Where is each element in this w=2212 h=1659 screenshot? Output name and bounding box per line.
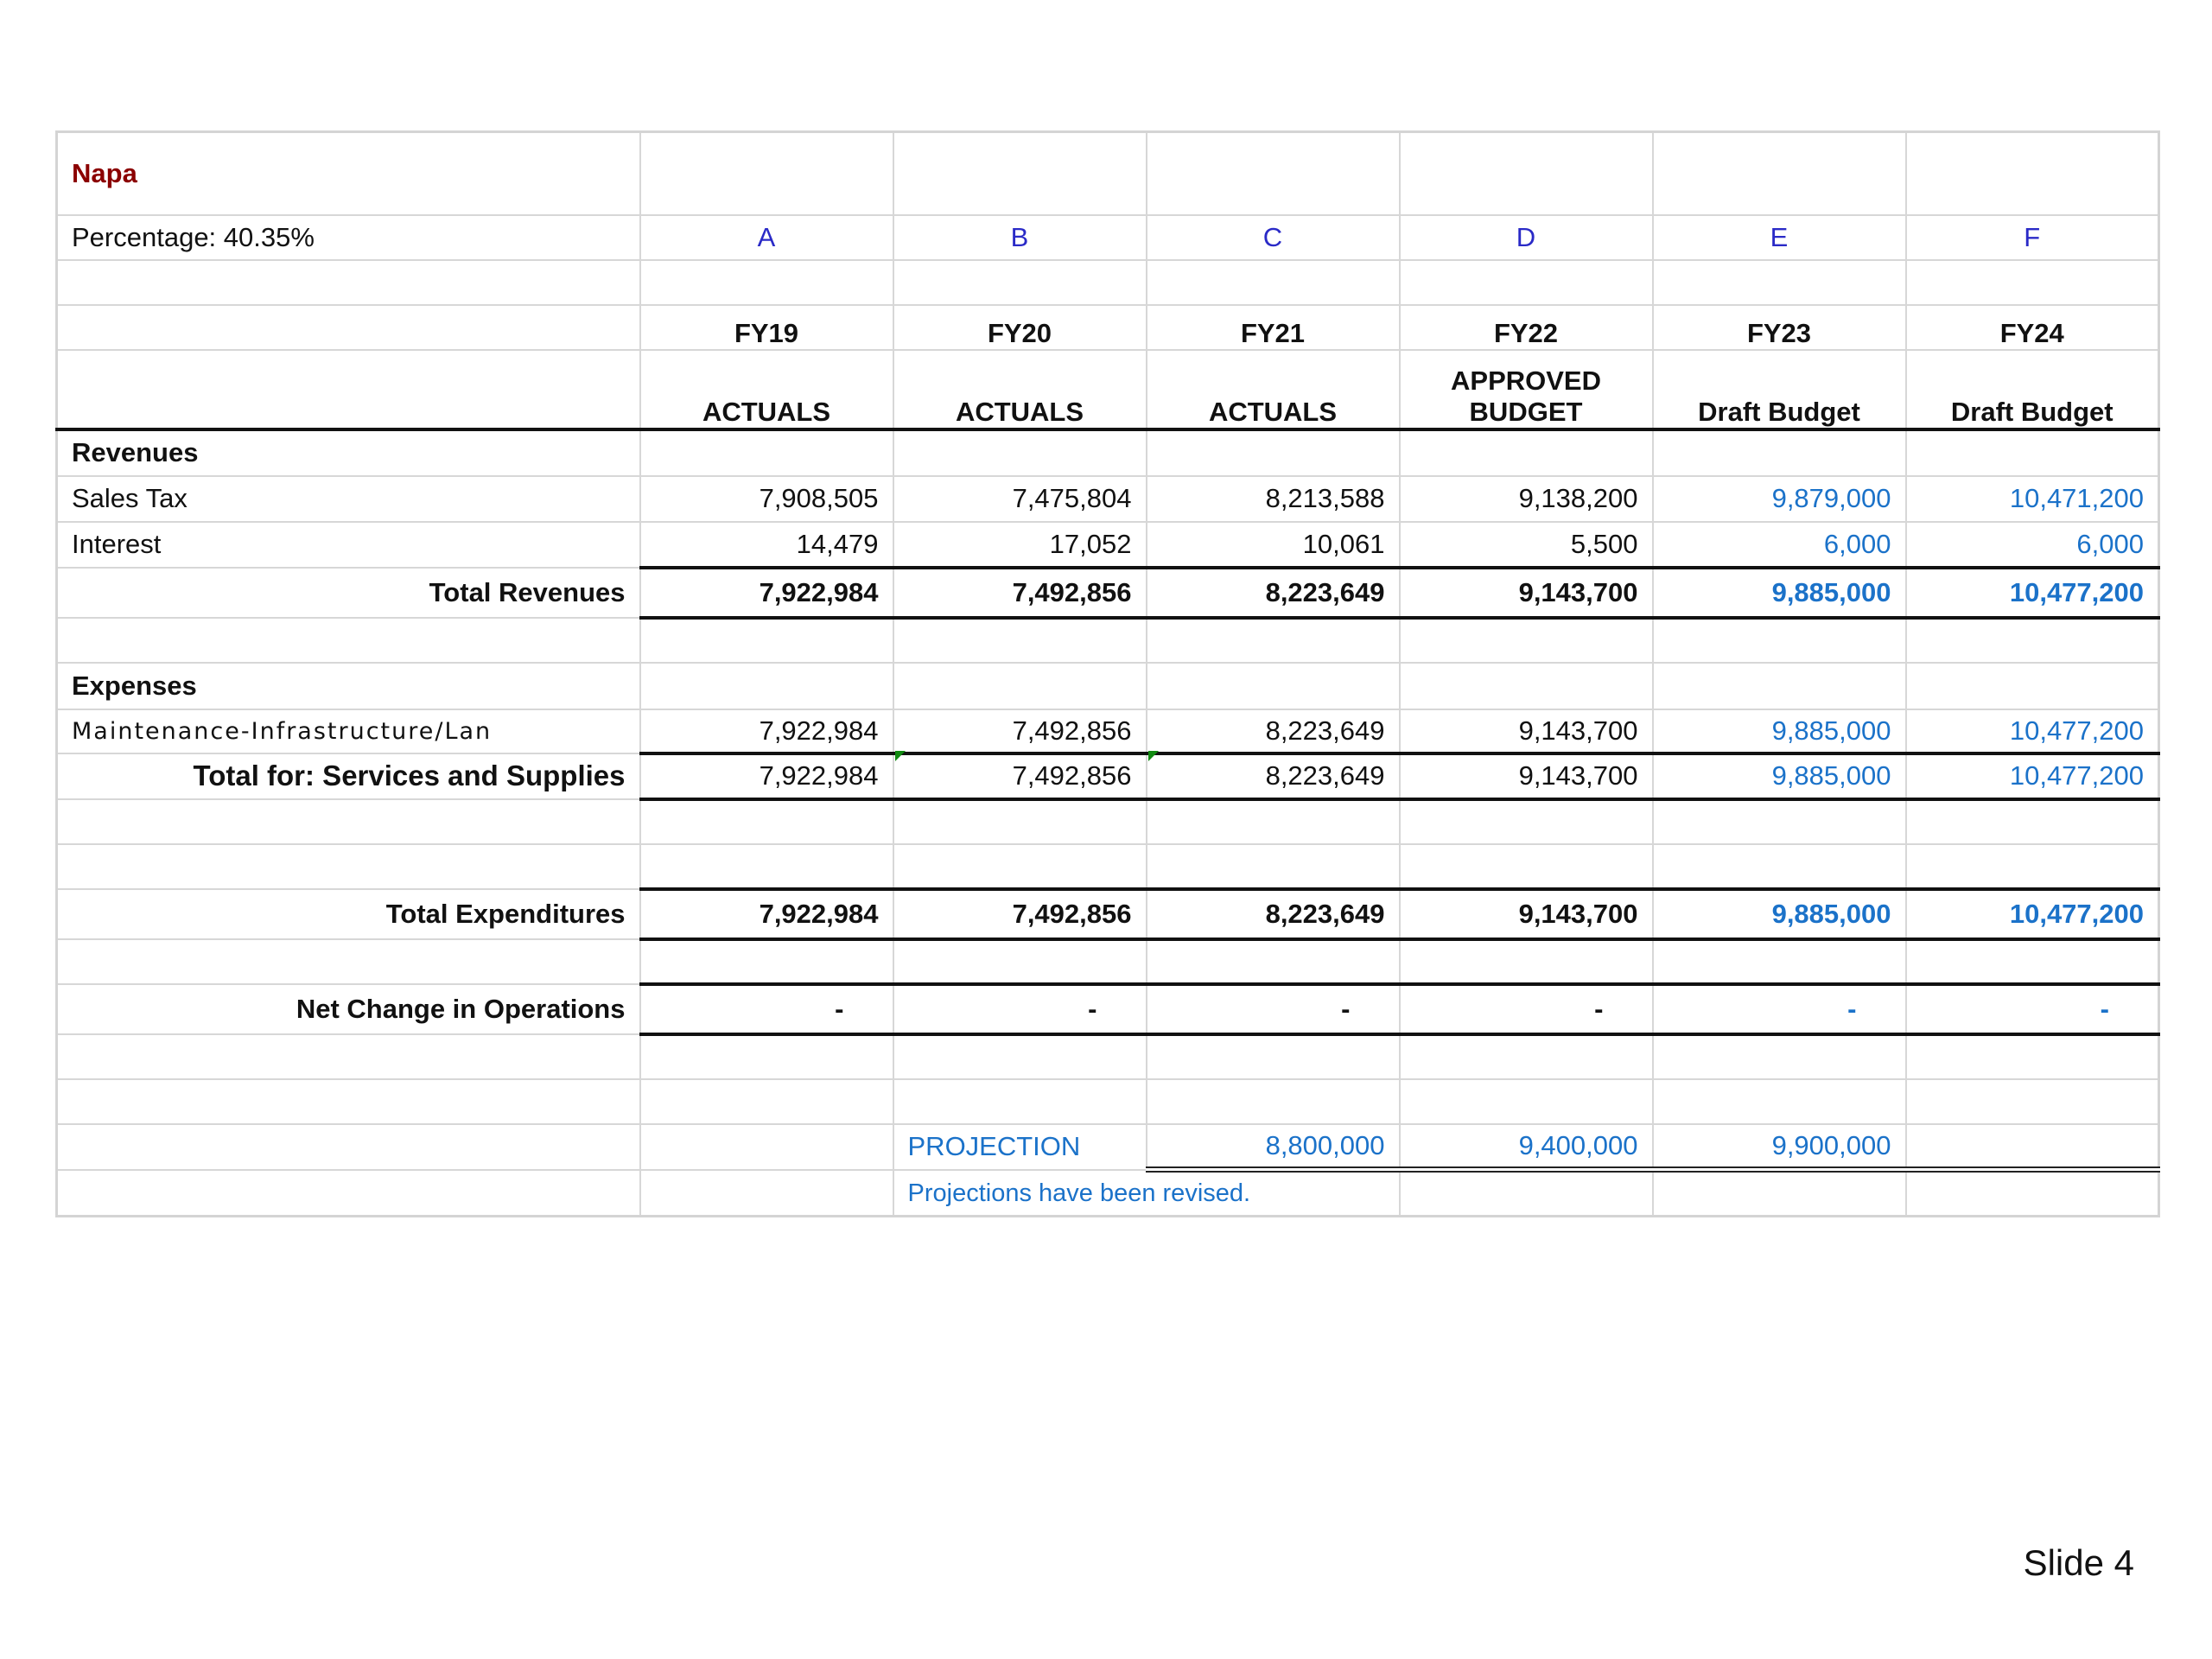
cell-value: 10,471,200 bbox=[1906, 476, 2159, 522]
blank-row bbox=[57, 844, 2159, 889]
subtotal-value: 9,885,000 bbox=[1653, 753, 1906, 799]
cell-value: 14,479 bbox=[640, 522, 893, 568]
total-value: 9,885,000 bbox=[1653, 889, 1906, 939]
projection-note-row bbox=[57, 1170, 2159, 1217]
total-value: 9,143,700 bbox=[1400, 568, 1653, 618]
budget-table bbox=[55, 130, 2160, 1217]
cell-value: 17,052 bbox=[893, 522, 1147, 568]
net-change-value: - bbox=[1653, 984, 1906, 1034]
row-label: Maintenance-Infrastructure/Lan bbox=[57, 709, 640, 753]
cell-value: 6,000 bbox=[1653, 522, 1906, 568]
comment-marker-icon bbox=[1148, 751, 1159, 761]
net-change-value: - bbox=[893, 984, 1147, 1034]
revenues-heading: Revenues bbox=[57, 429, 640, 476]
fiscal-year-header: FY24 bbox=[1906, 305, 2159, 350]
blank-row bbox=[57, 799, 2159, 844]
blank-row bbox=[57, 1034, 2159, 1079]
net-change-label: Net Change in Operations bbox=[57, 984, 640, 1034]
cell-value: 9,885,000 bbox=[1653, 709, 1906, 753]
projection-value: 8,800,000 bbox=[1147, 1124, 1400, 1170]
table-row bbox=[57, 522, 2159, 568]
cell-value: 10,061 bbox=[1147, 522, 1400, 568]
cell-value: 5,500 bbox=[1400, 522, 1653, 568]
total-value: 9,885,000 bbox=[1653, 568, 1906, 618]
cell-value: 7,475,804 bbox=[893, 476, 1147, 522]
subtotal-value: 7,492,856 bbox=[893, 753, 1147, 799]
column-type-header: Draft Budget bbox=[1906, 350, 2159, 429]
projection-note: Projections have been revised. bbox=[893, 1170, 1400, 1217]
total-value: 7,922,984 bbox=[640, 889, 893, 939]
column-letter: D bbox=[1400, 215, 1653, 260]
column-type-header: ACTUALS bbox=[640, 350, 893, 429]
blank-row bbox=[57, 260, 2159, 305]
column-letter: C bbox=[1147, 215, 1400, 260]
cell-value: 7,492,856 bbox=[893, 709, 1147, 753]
fiscal-year-header: FY23 bbox=[1653, 305, 1906, 350]
column-type-row bbox=[57, 350, 2159, 429]
fiscal-year-header: FY19 bbox=[640, 305, 893, 350]
total-expenditures-row bbox=[57, 889, 2159, 939]
projection-value: 9,400,000 bbox=[1400, 1124, 1653, 1170]
services-supplies-row bbox=[57, 753, 2159, 799]
projection-label: PROJECTION bbox=[893, 1124, 1147, 1170]
total-value: 7,922,984 bbox=[640, 568, 893, 618]
cell-value: 9,879,000 bbox=[1653, 476, 1906, 522]
cell-value: 9,138,200 bbox=[1400, 476, 1653, 522]
cell-value: 8,223,649 bbox=[1147, 709, 1400, 753]
net-change-value: - bbox=[1906, 984, 2159, 1034]
net-change-row bbox=[57, 984, 2159, 1034]
subtotal-value: 7,922,984 bbox=[640, 753, 893, 799]
column-type-header: Draft Budget bbox=[1653, 350, 1906, 429]
total-value: 8,223,649 bbox=[1147, 568, 1400, 618]
total-value: 10,477,200 bbox=[1906, 889, 2159, 939]
column-letter: F bbox=[1906, 215, 2159, 260]
sheet-title: Napa bbox=[57, 132, 640, 215]
projection-value: 9,900,000 bbox=[1653, 1124, 1906, 1170]
total-value: 7,492,856 bbox=[893, 889, 1147, 939]
cell-value: 7,908,505 bbox=[640, 476, 893, 522]
fiscal-year-header: FY22 bbox=[1400, 305, 1653, 350]
net-change-value: - bbox=[1147, 984, 1400, 1034]
cell-value: 6,000 bbox=[1906, 522, 2159, 568]
blank-row bbox=[57, 939, 2159, 984]
net-change-value: - bbox=[1400, 984, 1653, 1034]
total-revenues-label: Total Revenues bbox=[57, 568, 640, 618]
blank-row bbox=[57, 618, 2159, 663]
row-label: Interest bbox=[57, 522, 640, 568]
fiscal-year-header: FY20 bbox=[893, 305, 1147, 350]
subtotal-value: 9,143,700 bbox=[1400, 753, 1653, 799]
total-value: 8,223,649 bbox=[1147, 889, 1400, 939]
column-letter: B bbox=[893, 215, 1147, 260]
total-value: 7,492,856 bbox=[893, 568, 1147, 618]
revenues-heading-row bbox=[57, 429, 2159, 476]
fiscal-year-header: FY21 bbox=[1147, 305, 1400, 350]
cell-value: 10,477,200 bbox=[1906, 709, 2159, 753]
row-label: Sales Tax bbox=[57, 476, 640, 522]
blank-row bbox=[57, 1079, 2159, 1124]
subtotal-value: 8,223,649 bbox=[1147, 753, 1400, 799]
comment-marker-icon bbox=[895, 751, 906, 761]
slide-number: Slide 4 bbox=[2023, 1542, 2134, 1583]
column-letter-row bbox=[57, 215, 2159, 260]
projection-row bbox=[57, 1124, 2159, 1170]
table-row bbox=[57, 476, 2159, 522]
total-revenues-row bbox=[57, 568, 2159, 618]
cell-value: 8,213,588 bbox=[1147, 476, 1400, 522]
expenses-heading: Expenses bbox=[57, 663, 640, 709]
total-value: 9,143,700 bbox=[1400, 889, 1653, 939]
column-type-header: APPROVED BUDGET bbox=[1400, 350, 1653, 429]
fiscal-year-row bbox=[57, 305, 2159, 350]
column-type-header: ACTUALS bbox=[1147, 350, 1400, 429]
column-letter: A bbox=[640, 215, 893, 260]
cell-value: 9,143,700 bbox=[1400, 709, 1653, 753]
subtotal-value: 10,477,200 bbox=[1906, 753, 2159, 799]
column-type-header: ACTUALS bbox=[893, 350, 1147, 429]
expenses-heading-row bbox=[57, 663, 2159, 709]
cell-value: 7,922,984 bbox=[640, 709, 893, 753]
percentage-label: Percentage: 40.35% bbox=[57, 215, 640, 260]
title-row bbox=[57, 132, 2159, 215]
table-row bbox=[57, 709, 2159, 753]
total-value: 10,477,200 bbox=[1906, 568, 2159, 618]
net-change-value: - bbox=[640, 984, 893, 1034]
services-supplies-label: Total for: Services and Supplies bbox=[57, 753, 640, 799]
column-letter: E bbox=[1653, 215, 1906, 260]
total-expenditures-label: Total Expenditures bbox=[57, 889, 640, 939]
